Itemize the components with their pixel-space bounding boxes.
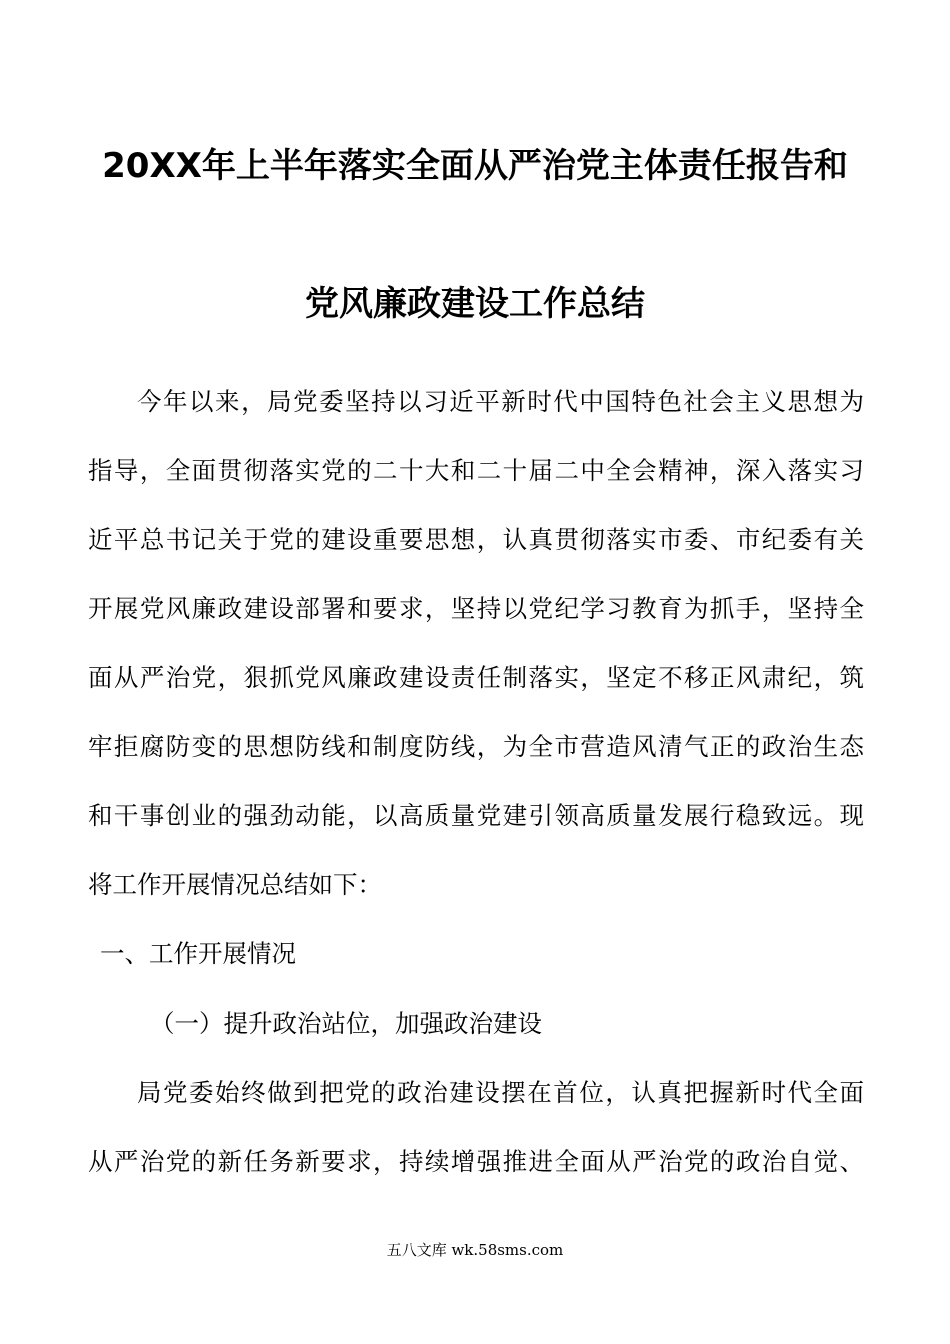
document-title-line-2: 党风廉政建设工作总结	[305, 284, 645, 324]
paragraph-1-line-2: 指导，全面贯彻落实党的二十大和二十届二中全会精神，深入落实习	[88, 456, 864, 485]
paragraph-2-line-1: 局党委始终做到把党的政治建设摆在首位，认真把握新时代全面	[137, 1078, 864, 1107]
document-title-line-1: 20XX年上半年落实全面从严治党主体责任报告和	[102, 146, 848, 186]
section-heading-1: 一、工作开展情况	[100, 939, 296, 968]
footer-watermark: 五八文库 wk.58sms.com	[386, 1241, 564, 1259]
paragraph-1-line-7: 和干事创业的强劲动能，以高质量党建引领高质量发展行稳致远。现	[88, 801, 864, 830]
paragraph-1-line-5: 面从严治党，狠抓党风廉政建设责任制落实，坚定不移正风肃纪，筑	[88, 663, 864, 692]
subsection-heading-1: （一）提升政治站位，加强政治建设	[150, 1009, 542, 1038]
paragraph-1-line-3: 近平总书记关于党的建设重要思想，认真贯彻落实市委、市纪委有关	[88, 525, 864, 554]
paragraph-1-line-1: 今年以来，局党委坚持以习近平新时代中国特色社会主义思想为	[137, 387, 864, 416]
paragraph-1-line-8: 将工作开展情况总结如下：	[88, 870, 382, 899]
paragraph-1-line-4: 开展党风廉政建设部署和要求，坚持以党纪学习教育为抓手，坚持全	[88, 594, 864, 623]
paragraph-1-line-6: 牢拒腐防变的思想防线和制度防线，为全市营造风清气正的政治生态	[88, 732, 864, 761]
paragraph-2-line-2: 从严治党的新任务新要求，持续增强推进全面从严治党的政治自觉、	[88, 1147, 864, 1176]
